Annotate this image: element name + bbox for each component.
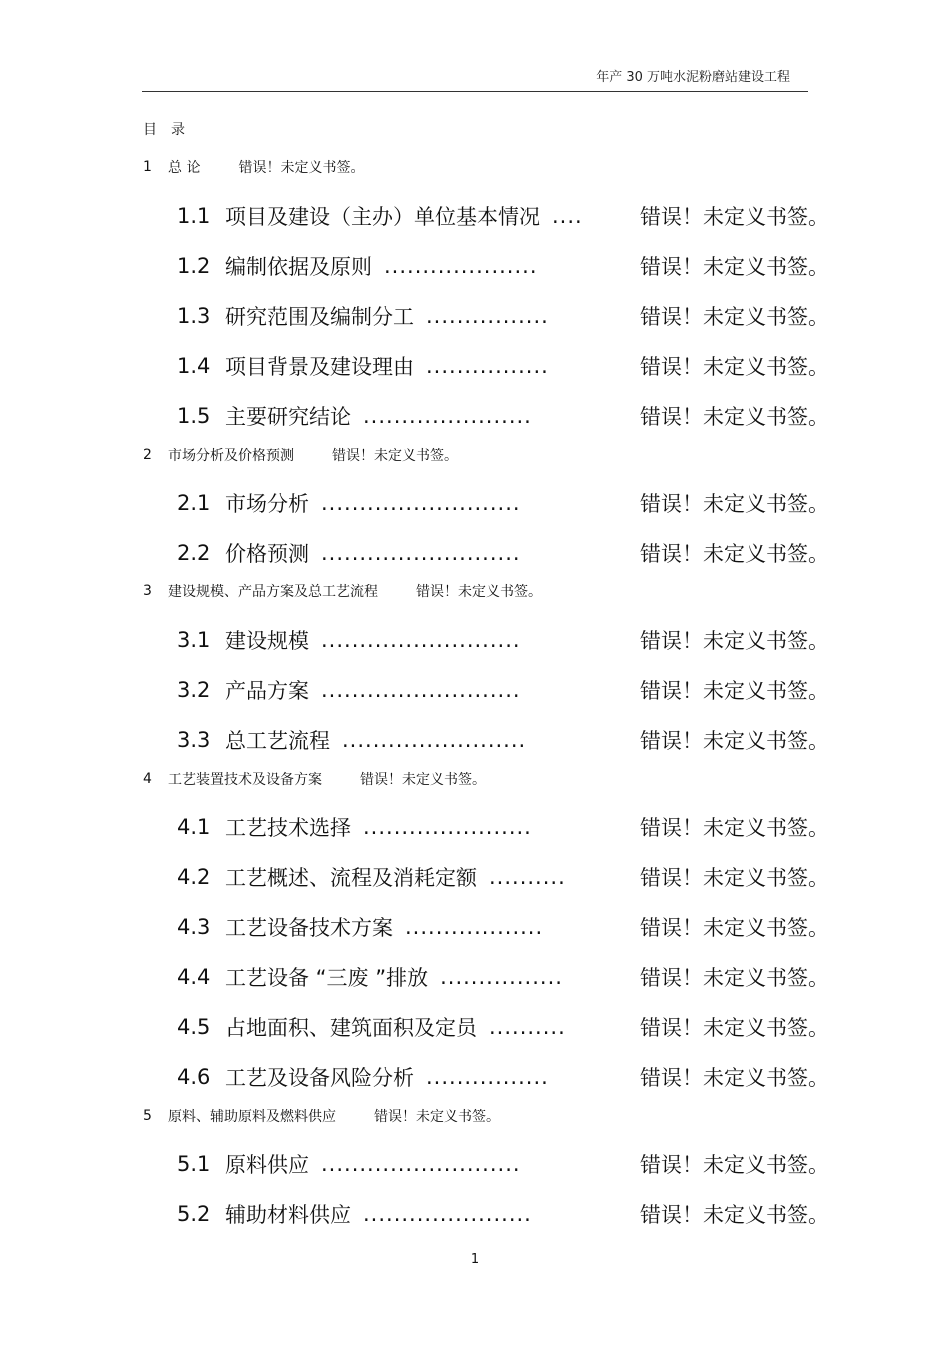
toc-subsection-4-3[interactable] <box>177 911 837 943</box>
toc-subsection-number: 1.3 <box>177 304 211 328</box>
toc-page-ref: 错误！未定义书签。 <box>640 205 829 229</box>
toc-subsection-number: 5.1 <box>177 1152 211 1176</box>
toc-page-ref: 错误！未定义书签。 <box>238 160 365 176</box>
toc-leader-dots: .......... <box>489 1015 566 1039</box>
toc-subsection-title: 工艺设备 “三废 ”排放 <box>225 966 429 990</box>
toc-subsection-title: 价格预测 <box>225 542 309 566</box>
toc-subsection-4-5[interactable] <box>177 1011 837 1043</box>
toc-subsection-4-2[interactable] <box>177 861 837 893</box>
toc-subsection-number: 4.6 <box>177 1065 211 1089</box>
toc-page-ref: 错误！未定义书签。 <box>640 1153 829 1177</box>
toc-leader-dots: .......... <box>489 865 566 889</box>
toc-subsection-3-1[interactable] <box>177 624 837 656</box>
toc-subsection-1-2[interactable] <box>177 250 837 282</box>
toc-page-ref: 错误！未定义书签。 <box>360 772 486 788</box>
toc-leader-dots: .... <box>552 204 583 228</box>
toc-page-ref: 错误！未定义书签。 <box>640 629 829 653</box>
toc-page-ref: 错误！未定义书签。 <box>640 729 829 753</box>
toc-subsection-number: 1.5 <box>177 404 211 428</box>
toc-subsection-number: 4.1 <box>177 815 211 839</box>
toc-leader-dots: ................ <box>426 1065 549 1089</box>
toc-leader-dots: .......................... <box>321 1152 521 1176</box>
toc-subsection-title: 项目背景及建设理由 <box>225 355 414 379</box>
toc-leader-dots: ...................... <box>363 404 532 428</box>
toc-page-ref: 错误！未定义书签。 <box>640 305 829 329</box>
toc-subsection-2-2[interactable] <box>177 537 837 569</box>
toc-subsection-title: 工艺概述、流程及消耗定额 <box>225 866 477 890</box>
toc-section-number: 5 <box>143 1108 152 1124</box>
toc-subsection-number: 3.1 <box>177 628 211 652</box>
toc-leader-dots: .......................... <box>321 678 521 702</box>
toc-subsection-3-3[interactable] <box>177 724 837 756</box>
toc-page-ref: 错误！未定义书签。 <box>640 405 829 429</box>
toc-leader-dots: ...................... <box>363 1202 532 1226</box>
running-header: 年产 30 万吨水泥粉磨站建设工程 <box>596 70 790 85</box>
toc-subsection-title: 总工艺流程 <box>225 729 330 753</box>
toc-subsection-number: 2.2 <box>177 541 211 565</box>
toc-subsection-number: 1.1 <box>177 204 211 228</box>
toc-section-title: 市场分析及价格预测 <box>168 448 294 464</box>
toc-page-ref: 错误！未定义书签。 <box>416 584 542 600</box>
toc-page-ref: 错误！未定义书签。 <box>640 916 829 940</box>
toc-title: 目录 <box>143 122 199 138</box>
toc-section-title: 工艺装置技术及设备方案 <box>168 772 322 788</box>
toc-section-1[interactable] <box>143 157 364 177</box>
toc-subsection-5-1[interactable] <box>177 1148 837 1180</box>
toc-subsection-number: 3.3 <box>177 728 211 752</box>
toc-leader-dots: .................. <box>405 915 544 939</box>
toc-page-ref: 错误！未定义书签。 <box>640 866 829 890</box>
toc-subsection-number: 4.2 <box>177 865 211 889</box>
toc-page-ref: 错误！未定义书签。 <box>332 448 458 464</box>
toc-section-number: 4 <box>143 771 152 787</box>
toc-subsection-4-4[interactable] <box>177 961 837 993</box>
toc-subsection-title: 辅助材料供应 <box>225 1203 351 1227</box>
toc-subsection-title: 工艺设备技术方案 <box>225 916 393 940</box>
toc-leader-dots: ................ <box>426 354 549 378</box>
toc-subsection-number: 5.2 <box>177 1202 211 1226</box>
toc-page-ref: 错误！未定义书签。 <box>374 1109 500 1125</box>
toc-subsection-4-6[interactable] <box>177 1061 837 1093</box>
toc-section-title: 建设规模、产品方案及总工艺流程 <box>168 584 378 600</box>
toc-section-3[interactable] <box>143 581 542 601</box>
toc-subsection-4-1[interactable] <box>177 811 837 843</box>
toc-page-ref: 错误！未定义书签。 <box>640 492 829 516</box>
toc-section-title: 总 论 <box>168 160 201 176</box>
toc-section-title: 原料、辅助原料及燃料供应 <box>168 1109 336 1125</box>
toc-subsection-title: 主要研究结论 <box>225 405 351 429</box>
toc-leader-dots: .......................... <box>321 491 521 515</box>
toc-section-2[interactable] <box>143 445 458 465</box>
toc-section-5[interactable] <box>143 1106 500 1126</box>
toc-page-ref: 错误！未定义书签。 <box>640 1066 829 1090</box>
toc-leader-dots: ................ <box>440 965 563 989</box>
toc-subsection-1-5[interactable] <box>177 400 837 432</box>
toc-subsection-3-2[interactable] <box>177 674 837 706</box>
toc-subsection-number: 1.4 <box>177 354 211 378</box>
toc-page-ref: 错误！未定义书签。 <box>640 255 829 279</box>
toc-subsection-1-3[interactable] <box>177 300 837 332</box>
toc-subsection-number: 1.2 <box>177 254 211 278</box>
toc-page-ref: 错误！未定义书签。 <box>640 542 829 566</box>
toc-subsection-number: 4.4 <box>177 965 211 989</box>
toc-subsection-title: 占地面积、建筑面积及定员 <box>225 1016 477 1040</box>
toc-subsection-number: 4.3 <box>177 915 211 939</box>
toc-page-ref: 错误！未定义书签。 <box>640 1203 829 1227</box>
toc-leader-dots: ................ <box>426 304 549 328</box>
toc-leader-dots: .................... <box>384 254 538 278</box>
toc-leader-dots: .......................... <box>321 541 521 565</box>
toc-subsection-title: 产品方案 <box>225 679 309 703</box>
toc-subsection-title: 工艺技术选择 <box>225 816 351 840</box>
toc-section-number: 1 <box>143 159 152 175</box>
toc-page-ref: 错误！未定义书签。 <box>640 1016 829 1040</box>
toc-subsection-2-1[interactable] <box>177 487 837 519</box>
toc-subsection-number: 4.5 <box>177 1015 211 1039</box>
toc-subsection-title: 研究范围及编制分工 <box>225 305 414 329</box>
toc-subsection-5-2[interactable] <box>177 1198 837 1230</box>
toc-page-ref: 错误！未定义书签。 <box>640 355 829 379</box>
toc-section-4[interactable] <box>143 769 486 789</box>
toc-page-ref: 错误！未定义书签。 <box>640 816 829 840</box>
toc-subsection-title: 项目及建设（主办）单位基本情况 <box>225 205 540 229</box>
toc-leader-dots: ...................... <box>363 815 532 839</box>
toc-subsection-title: 编制依据及原则 <box>225 255 372 279</box>
toc-leader-dots: ........................ <box>342 728 527 752</box>
toc-page-ref: 错误！未定义书签。 <box>640 966 829 990</box>
toc-subsection-1-4[interactable] <box>177 350 837 382</box>
toc-section-number: 2 <box>143 447 152 463</box>
toc-subsection-title: 原料供应 <box>225 1153 309 1177</box>
toc-subsection-title: 市场分析 <box>225 492 309 516</box>
page-number: 1 <box>470 1252 480 1267</box>
toc-page-ref: 错误！未定义书签。 <box>640 679 829 703</box>
header-rule <box>142 91 808 92</box>
toc-subsection-number: 3.2 <box>177 678 211 702</box>
toc-subsection-1-1[interactable] <box>177 200 837 232</box>
toc-leader-dots: .......................... <box>321 628 521 652</box>
toc-subsection-number: 2.1 <box>177 491 211 515</box>
toc-section-number: 3 <box>143 583 152 599</box>
toc-subsection-title: 建设规模 <box>225 629 309 653</box>
toc-subsection-title: 工艺及设备风险分析 <box>225 1066 414 1090</box>
